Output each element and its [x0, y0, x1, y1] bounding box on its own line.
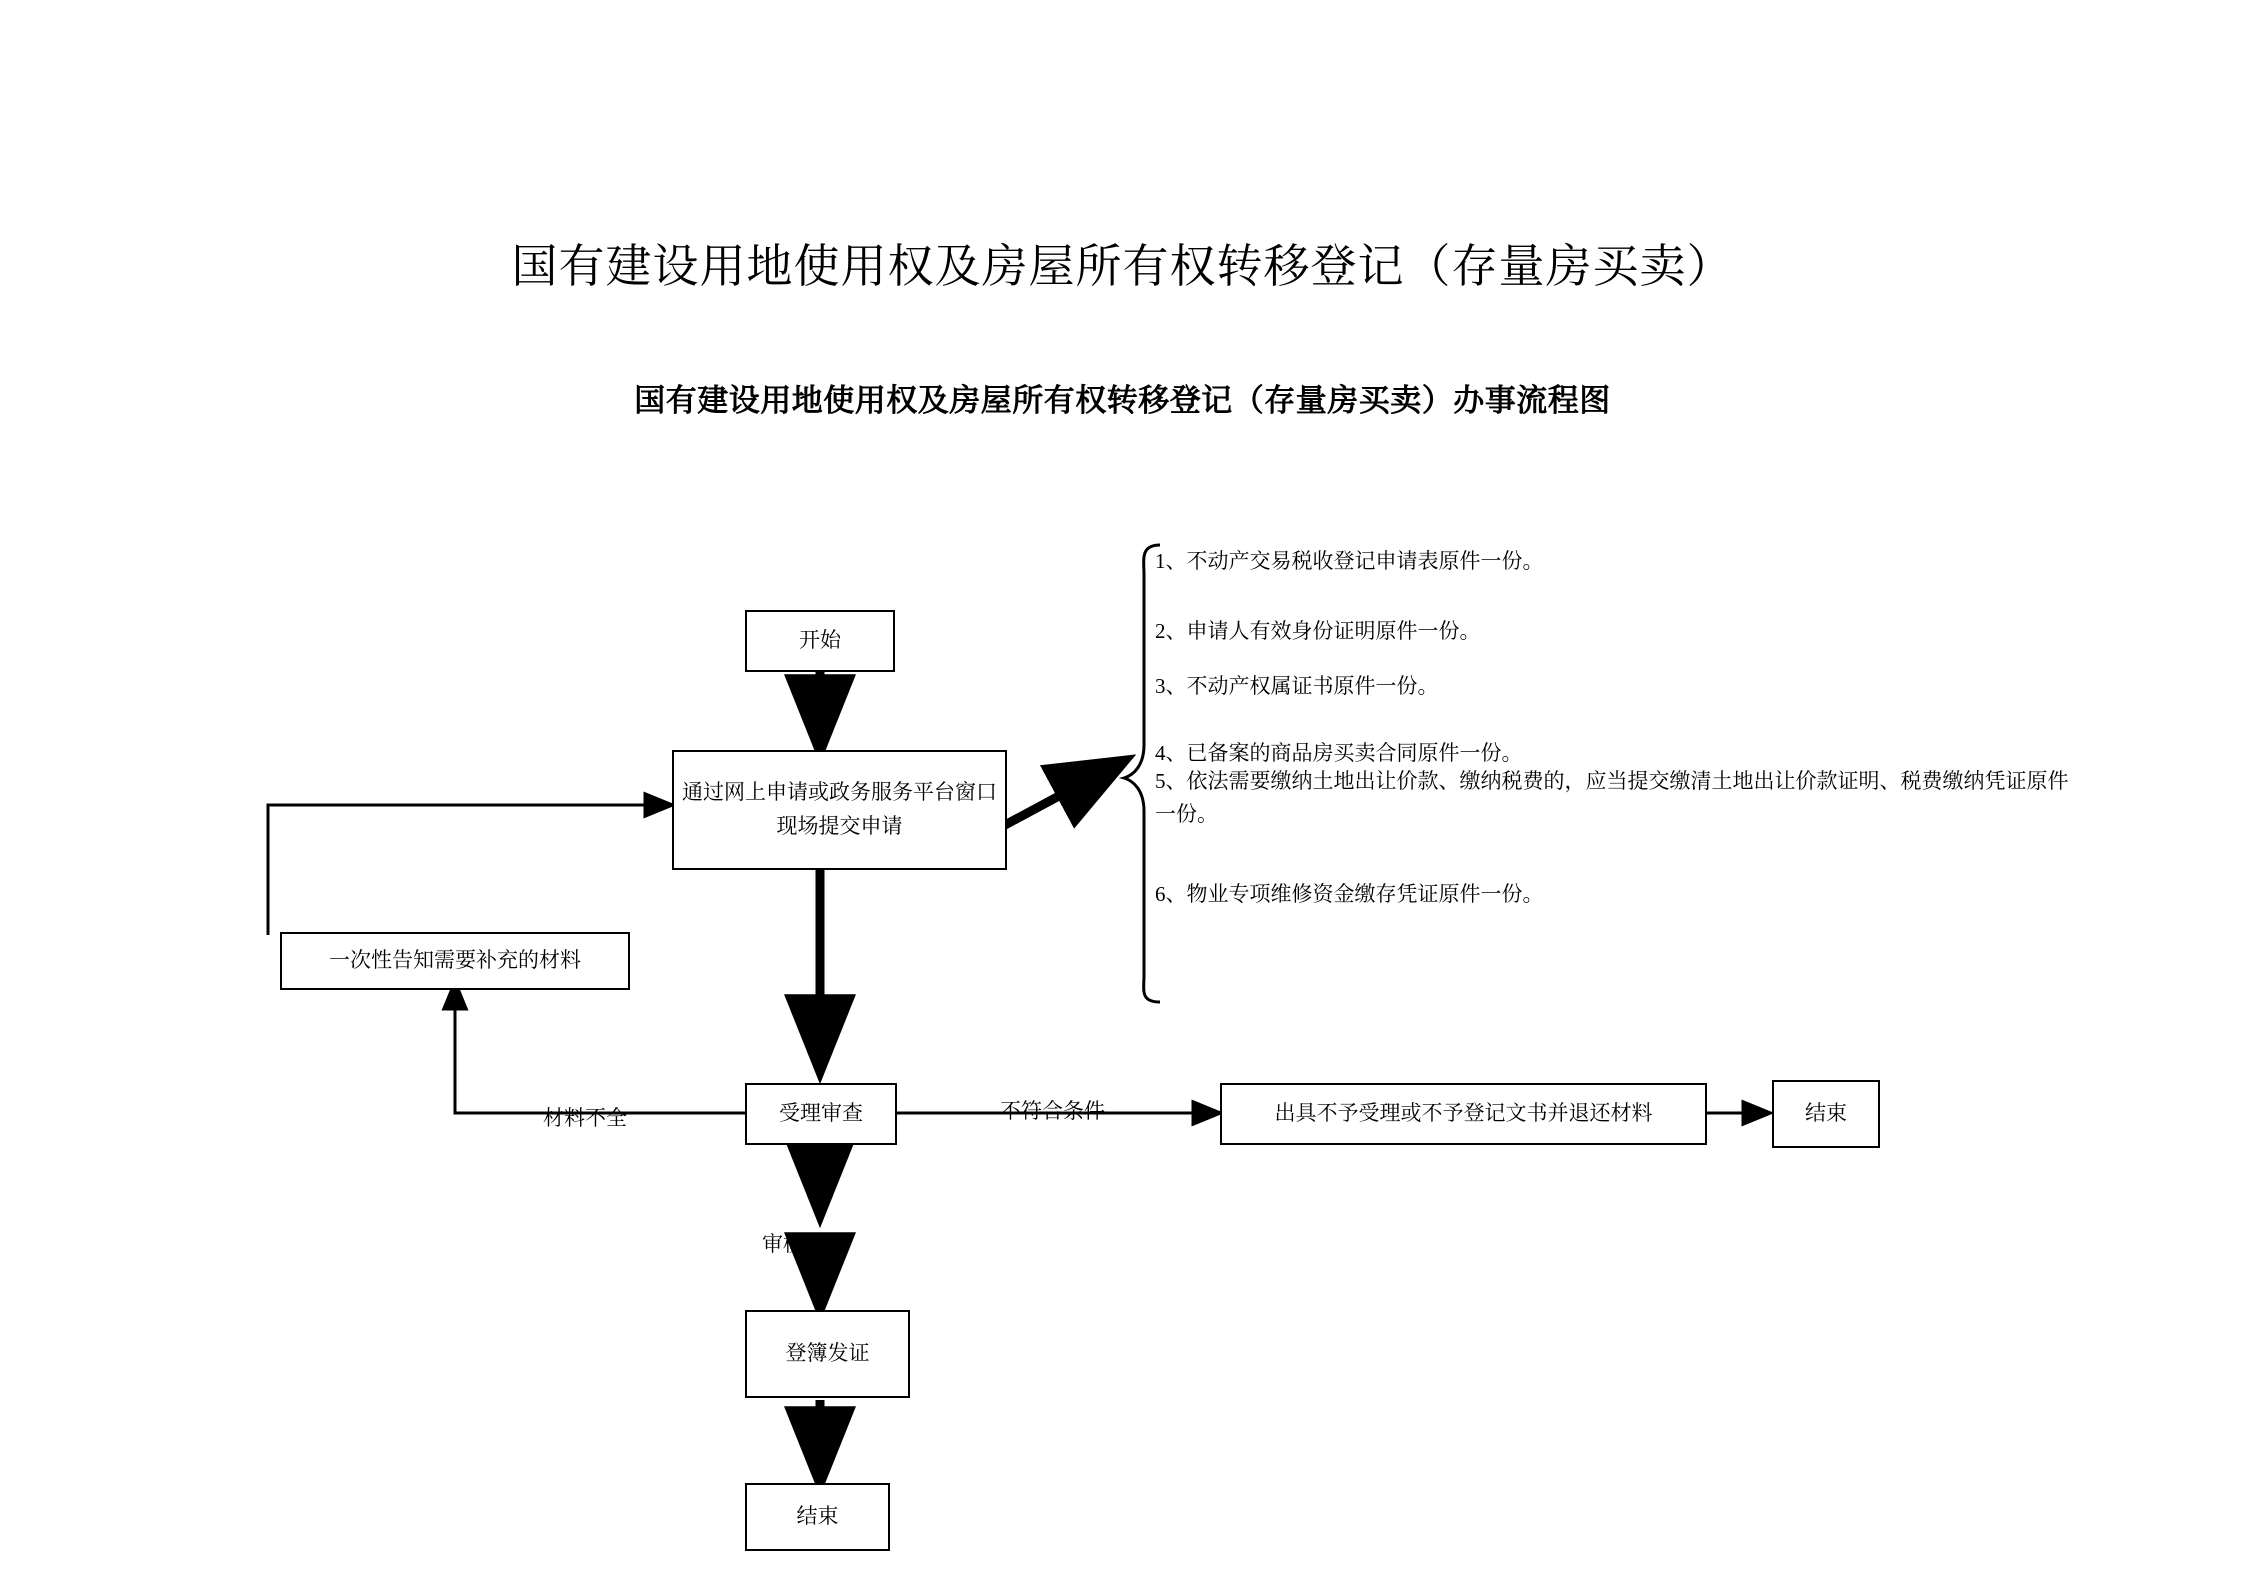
material-item-5: 5、依法需要缴纳土地出让价款、缴纳税费的，应当提交缴清土地出让价款证明、税费缴纳凭证原件一份。 [1155, 769, 2069, 826]
node-notify-label: 一次性告知需要补充的材料 [329, 948, 581, 973]
node-end-success-label: 结束 [796, 1504, 839, 1529]
node-start[interactable] [745, 610, 895, 672]
node-reject-document[interactable] [1220, 1083, 1707, 1145]
node-review-label: 受理审查 [779, 1101, 863, 1126]
material-item-1: 1、不动产交易税收登记申请表原件一份。 [1155, 549, 1544, 573]
node-notify-supplement[interactable] [280, 932, 630, 990]
edge-label-approved: 审核通过 [762, 1232, 846, 1256]
edge-label-not-qualified: 不符合条件 [1000, 1099, 1105, 1123]
node-end-reject-label: 结束 [1805, 1101, 1847, 1126]
node-end-success[interactable] [745, 1483, 890, 1551]
node-submit-label: 通过网上申请或政务服务平台窗口现场提交申请 [682, 780, 997, 838]
node-register-certificate[interactable] [745, 1310, 910, 1398]
page-subtitle: 国有建设用地使用权及房屋所有权转移登记（存量房买卖）办事流程图 [634, 383, 1611, 418]
material-item-6: 6、物业专项维修资金缴存凭证原件一份。 [1155, 882, 1544, 906]
material-item-3: 3、不动产权属证书原件一份。 [1155, 674, 1439, 698]
page-title: 国有建设用地使用权及房屋所有权转移登记（存量房买卖） [511, 241, 1734, 292]
node-start-label: 开始 [799, 628, 841, 653]
node-end-reject[interactable] [1772, 1080, 1880, 1148]
node-acceptance-review[interactable] [745, 1083, 897, 1145]
node-register-label: 登簿发证 [785, 1341, 870, 1366]
edge-label-incomplete: 材料不全 [543, 1106, 627, 1130]
material-item-4: 4、已备案的商品房买卖合同原件一份。 [1155, 741, 1523, 765]
material-item-2: 2、申请人有效身份证明原件一份。 [1155, 619, 1481, 643]
node-reject-label: 出具不予受理或不予登记文书并退还材料 [1274, 1101, 1653, 1126]
node-submit-application[interactable] [672, 750, 1007, 870]
